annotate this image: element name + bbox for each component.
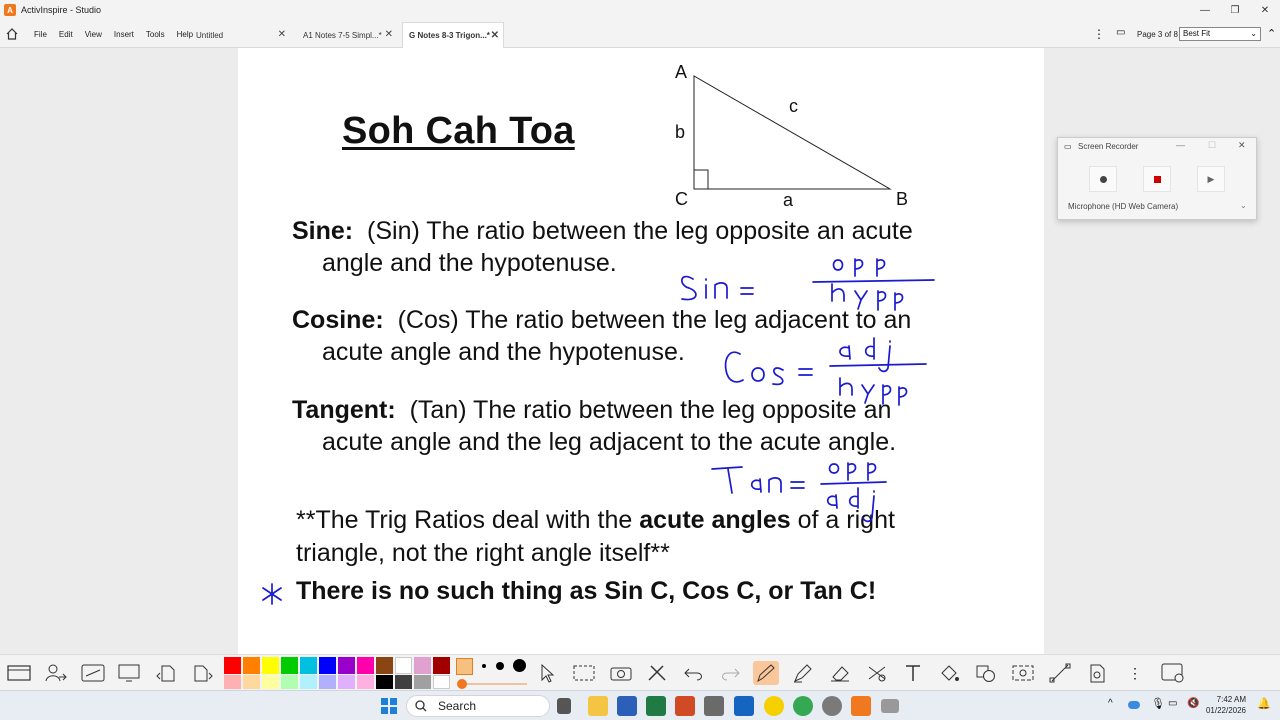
select-icon[interactable] [535, 661, 561, 685]
color-swatch[interactable] [338, 657, 355, 674]
page-reset-icon[interactable] [1084, 661, 1110, 685]
sine-line1: (Sin) The ratio between the leg opposite an acute [367, 217, 913, 245]
network-icon[interactable]: ▭ [1168, 698, 1178, 709]
color-swatch[interactable] [281, 675, 298, 689]
pen-width-xlarge[interactable] [513, 659, 526, 672]
pinned-app-icon[interactable] [764, 696, 784, 716]
color-swatch[interactable] [376, 675, 393, 689]
collapse-icon[interactable]: ⌃ [1267, 28, 1277, 40]
page-zoom-icon[interactable] [1010, 661, 1036, 685]
vertex-b-label: B [896, 189, 909, 209]
note-prefix: **The Trig Ratios deal with the [296, 506, 633, 534]
time: 7:42 AM [1216, 695, 1246, 704]
camera-capture-icon[interactable] [608, 661, 634, 685]
main-menu-icon[interactable] [6, 661, 32, 685]
close-button[interactable]: ✕ [1260, 4, 1270, 16]
zoom-select[interactable] [1179, 27, 1261, 41]
excel-icon[interactable] [646, 696, 666, 716]
color-swatch[interactable] [414, 675, 431, 689]
color-swatch[interactable] [300, 657, 317, 674]
windows-taskbar [0, 690, 1280, 720]
play-icon: ▶ [1207, 173, 1215, 184]
tab-untitled[interactable] [190, 22, 290, 48]
pen-width-medium[interactable] [482, 664, 486, 668]
color-swatch[interactable] [395, 675, 412, 689]
pen-width-large[interactable] [496, 662, 504, 670]
camera-app-icon[interactable] [881, 699, 899, 713]
color-swatch[interactable] [338, 675, 355, 689]
chrome-icon[interactable] [793, 696, 813, 716]
camera-icon: ▭ [1064, 142, 1072, 151]
side-c-label: c [789, 96, 798, 116]
page-title: Soh Cah Toa [342, 110, 575, 152]
color-swatch[interactable] [319, 675, 336, 689]
color-swatch[interactable] [243, 675, 260, 689]
previous-page-icon[interactable] [154, 661, 180, 685]
shapes-icon[interactable] [973, 661, 999, 685]
outlook-icon[interactable] [734, 696, 754, 716]
notifications-icon[interactable]: 🔔 [1257, 698, 1271, 710]
menu-bar [0, 20, 1280, 48]
marquee-select-icon[interactable] [571, 661, 597, 685]
sine-term: Sine: [292, 217, 354, 245]
user-switch-icon[interactable] [43, 661, 69, 685]
side-a-label: a [783, 190, 794, 210]
desktop-icon[interactable] [117, 661, 143, 685]
tangent-line1: (Tan) The ratio between the leg opposite an [409, 396, 892, 424]
color-swatch[interactable] [224, 657, 241, 674]
windows-start-icon[interactable] [381, 698, 397, 714]
next-page-icon[interactable] [190, 661, 216, 685]
eraser-icon[interactable] [827, 661, 853, 685]
menu-edit[interactable]: Edit [58, 29, 73, 39]
microphone-icon[interactable]: 🎙 [1151, 698, 1165, 710]
menu-file[interactable]: File [34, 29, 47, 39]
recorder-minimize-button[interactable]: — [1176, 140, 1185, 150]
settings-icon[interactable] [1160, 661, 1186, 685]
clock[interactable] [1206, 694, 1246, 716]
color-swatch[interactable] [433, 675, 450, 689]
color-swatch[interactable] [281, 657, 298, 674]
pen-width-small[interactable] [456, 658, 473, 675]
title-bar [0, 0, 1280, 20]
minimize-button[interactable]: — [1200, 4, 1210, 16]
note-bold: acute angles [639, 506, 791, 534]
chevron-down-icon: ⌄ [1240, 201, 1247, 210]
microphone-select[interactable]: Microphone (HD Web Camera) [1068, 202, 1179, 211]
color-swatch[interactable] [395, 657, 412, 674]
side-b-label: b [675, 122, 686, 142]
onedrive-icon[interactable] [1128, 701, 1140, 709]
page-view-icon[interactable]: ▭ [1116, 27, 1126, 38]
more-options-icon[interactable]: ⋮ [1093, 27, 1105, 41]
pen-icon[interactable] [753, 661, 779, 685]
color-swatch[interactable] [414, 657, 431, 674]
powerpoint-icon[interactable] [675, 696, 695, 716]
highlighter-icon[interactable] [790, 661, 816, 685]
stop-button[interactable] [1143, 166, 1171, 192]
close-icon[interactable]: ✕ [384, 29, 393, 40]
menu-tools[interactable]: Tools [145, 29, 165, 39]
word-icon[interactable] [617, 696, 637, 716]
fill-icon[interactable] [936, 661, 962, 685]
chevron-up-icon[interactable]: ^ [1108, 698, 1113, 709]
tangent-term: Tangent: [292, 396, 396, 424]
taskbar-search[interactable] [406, 695, 550, 717]
warning-text: There is no such thing as Sin C, Cos C, or Tan C! [296, 577, 877, 605]
more-tools-icon[interactable]: ⋮ [1128, 664, 1142, 681]
tab-g-notes[interactable] [402, 22, 504, 48]
record-icon [1100, 176, 1107, 183]
sine-line2: angle and the hypotenuse. [322, 249, 617, 277]
color-swatch[interactable] [224, 675, 241, 689]
main-toolbar [0, 654, 1280, 690]
recorder-title: Screen Recorder [1078, 142, 1139, 151]
cosine-term: Cosine: [292, 306, 384, 334]
tools-icon[interactable] [644, 661, 670, 685]
search-icon [415, 700, 427, 712]
delete-icon[interactable] [864, 661, 890, 685]
stop-icon [1154, 176, 1161, 183]
chevron-down-icon: ⌄ [1250, 29, 1257, 38]
color-swatch[interactable] [319, 657, 336, 674]
volume-icon[interactable]: 🔇 [1187, 698, 1200, 709]
activinspire-logo-icon: A [4, 4, 16, 16]
tab-label: G Notes 8-3 Trigon...* [409, 31, 490, 40]
text-icon[interactable] [900, 661, 926, 685]
activinspire-taskbar-icon[interactable] [851, 696, 871, 716]
color-swatch[interactable] [243, 657, 260, 674]
color-swatch[interactable] [376, 657, 393, 674]
close-icon[interactable]: ✕ [490, 30, 499, 41]
tab-label: A1 Notes 7-5 Simpl...* [303, 30, 382, 40]
color-swatch[interactable] [262, 675, 279, 689]
file-explorer-icon[interactable] [588, 696, 608, 716]
close-icon[interactable]: ✕ [277, 29, 286, 40]
connector-icon[interactable] [1047, 661, 1073, 685]
pen-width-slider[interactable] [459, 683, 527, 685]
redo-icon[interactable] [717, 661, 743, 685]
zoom-value: Best Fit [1183, 29, 1211, 38]
home-icon[interactable] [3, 24, 21, 44]
color-palette[interactable] [224, 657, 454, 691]
tab-label: Untitled [196, 30, 224, 40]
window-title: ActivInspire - Studio [21, 5, 102, 15]
note-line2: triangle, not the right angle itself** [296, 539, 670, 567]
cosine-line1: (Cos) The ratio between the leg adjacent to an [397, 306, 912, 334]
color-swatch[interactable] [357, 657, 374, 674]
pen-annotations [238, 48, 1044, 654]
note-suffix: of a right [797, 506, 895, 534]
slider-handle[interactable] [457, 679, 467, 689]
tangent-line2: acute angle and the leg adjacent to the acute angle. [322, 428, 897, 456]
flipchart-page[interactable] [238, 48, 1044, 654]
cosine-line2: acute angle and the hypotenuse. [322, 338, 685, 366]
menu-help[interactable]: Help [176, 29, 194, 39]
settings-gear-icon[interactable] [822, 696, 842, 716]
color-swatch[interactable] [433, 657, 450, 674]
play-button[interactable] [1197, 166, 1225, 192]
page-indicator: Page 3 of 8 [1137, 30, 1178, 39]
menu-insert[interactable]: Insert [113, 29, 134, 39]
recorder-maximize-button[interactable]: ☐ [1208, 140, 1217, 150]
tab-a1-notes[interactable] [297, 22, 397, 48]
vertex-a-label: A [675, 62, 688, 82]
maximize-button[interactable]: ❐ [1230, 4, 1240, 16]
color-swatch[interactable] [357, 675, 374, 689]
app-icon[interactable] [704, 696, 724, 716]
color-swatch[interactable] [300, 675, 317, 689]
vertex-c-label: C [675, 189, 688, 209]
task-view-icon[interactable] [557, 698, 571, 714]
menu-view[interactable]: View [84, 29, 102, 39]
search-placeholder: Search [438, 699, 477, 713]
undo-icon[interactable] [681, 661, 707, 685]
record-button[interactable] [1089, 166, 1117, 192]
dashboard-icon[interactable] [80, 661, 106, 685]
date: 01/22/2026 [1205, 706, 1246, 715]
color-swatch[interactable] [262, 657, 279, 674]
screen-recorder-panel[interactable] [1057, 137, 1257, 220]
recorder-close-button[interactable]: ✕ [1238, 140, 1246, 150]
